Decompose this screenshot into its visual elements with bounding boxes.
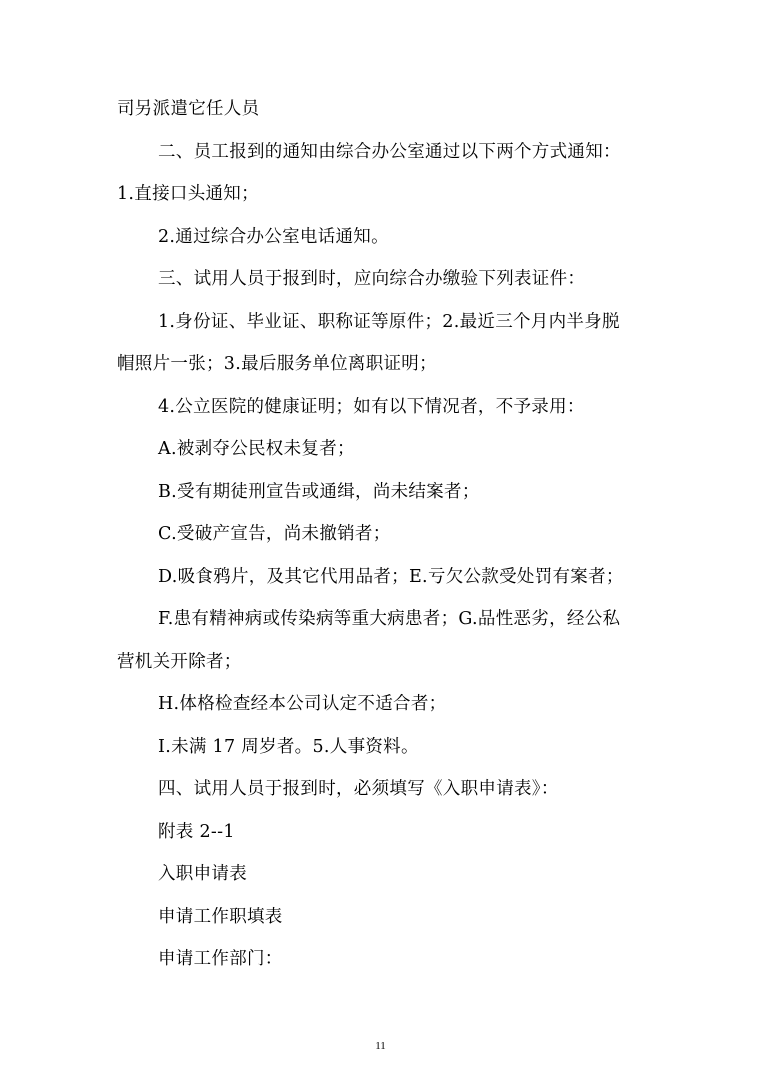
- condition-h: H.体格检查经本公司认定不适合者；: [158, 694, 447, 714]
- section-two-heading: 二、员工报到的通知由综合办公室通过以下两个方式通知：: [158, 142, 621, 162]
- condition-d-e: D.吸食鸦片，及其它代用品者；E.亏欠公款受处罚有案者；: [158, 567, 624, 587]
- health-certificate-line: 4.公立医院的健康证明；如有以下情况者，不予录用：: [158, 397, 585, 417]
- condition-g-continued: 营机关开除者；: [117, 652, 242, 672]
- list-item-2: 2.通过综合办公室电话通知。: [158, 227, 389, 247]
- section-three-heading: 三、试用人员于报到时，应向综合办缴验下列表证件：: [158, 269, 586, 289]
- appendix-label: 附表 2--1: [158, 822, 235, 842]
- section-four-heading: 四、试用人员于报到时，必须填写《入职申请表》：: [158, 779, 559, 799]
- condition-i: I.未满 17 周岁者。5.人事资料。: [158, 737, 419, 757]
- condition-b: B.受有期徒刑宣告或通缉，尚未结案者；: [158, 482, 480, 502]
- form-field-department: 申请工作部门：: [158, 949, 283, 969]
- text-line-continuation: 司另派遣它任人员: [117, 99, 260, 119]
- form-title: 入职申请表: [158, 864, 247, 884]
- form-subtitle: 申请工作职填表: [158, 907, 283, 927]
- condition-c: C.受破产宣告，尚未撤销者；: [158, 524, 391, 544]
- condition-a: A.被剥夺公民权未复者；: [158, 439, 355, 459]
- list-item-1: 1.直接口头通知；: [117, 184, 259, 204]
- document-list-line: 1.身份证、毕业证、职称证等原件；2.最近三个月内半身脱: [158, 312, 620, 332]
- document-list-line-continued: 帽照片一张；3.最后服务单位离职证明；: [117, 354, 437, 374]
- condition-f-g: F.患有精神病或传染病等重大病患者；G.品性恶劣，经公私: [158, 609, 621, 629]
- page-number: 11: [375, 1040, 386, 1052]
